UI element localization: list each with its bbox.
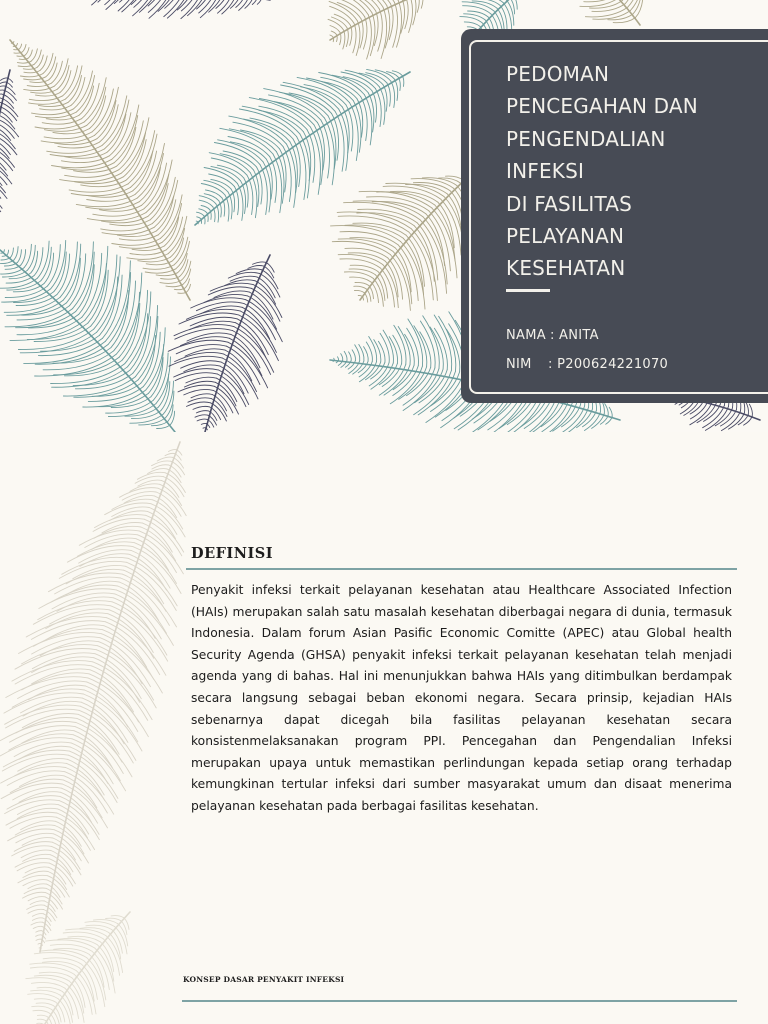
section-body-text: Penyakit infeksi terkait pelayanan kesehatan atau Healthcare Associated Infection (HAIs) merupakan salah satu masalah kesehatan diberbagai negara di dunia, termasuk Indonesia. Dalam forum Asian Pasific Economic Comitte (APEC) atau Global health Security Agenda (GHSA) penyakit infeksi terkait pelayanan kesehatan telah menjadi agenda yang di bahas. Hal ini menunjukkan bahwa HAIs yang ditimbulkan berdampak secara langsung sebagai beban ekonomi negara. Secara prinsip, kejadian HAIs sebenarnya dapat dicegah bila fasilitas pelayanan kesehatan secara konsistenmelaksanakan program PPI. Pencegahan dan Pengendalian Infeksi merupakan upaya untuk memastikan perlindungan kepada setiap orang terhadap kemungkinan tertular infeksi dari sumber masyarakat umum dan disaat menerima pelayanan kesehatan pada berbagai fasilitas kesehatan. <box>191 583 732 813</box>
title-line: DI FASILITAS <box>506 191 633 216</box>
feather <box>26 912 130 1024</box>
title-line: PENCEGAHAN DAN <box>506 94 698 119</box>
author-info <box>506 321 668 379</box>
feather <box>0 70 19 260</box>
author-nim-row <box>506 350 668 379</box>
title-line: INFEKSI <box>506 159 585 184</box>
feather <box>328 0 430 59</box>
feather <box>30 0 270 19</box>
footer-divider <box>182 1000 737 1002</box>
title-card <box>461 29 768 403</box>
nim-label: NIM <box>506 357 532 372</box>
nim-value: : P200624221070 <box>548 357 669 372</box>
feather <box>10 40 191 300</box>
feather <box>331 175 471 310</box>
title-divider <box>506 289 550 292</box>
title-line: PENGENDALIAN <box>506 126 666 151</box>
title-line: PELAYANAN <box>506 224 625 249</box>
document-title <box>506 58 761 285</box>
feather <box>0 442 186 952</box>
name-label: NAMA <box>506 328 546 343</box>
feather <box>580 0 643 25</box>
author-name-row <box>506 321 668 350</box>
title-line: KESEHATAN <box>506 256 626 281</box>
section-heading: DEFINISI <box>191 545 273 562</box>
title-line: PEDOMAN <box>506 62 610 86</box>
footer-label: KONSEP DASAR PENYAKIT INFEKSI <box>183 975 345 984</box>
name-value: : ANITA <box>549 328 599 343</box>
section-divider <box>186 568 737 570</box>
